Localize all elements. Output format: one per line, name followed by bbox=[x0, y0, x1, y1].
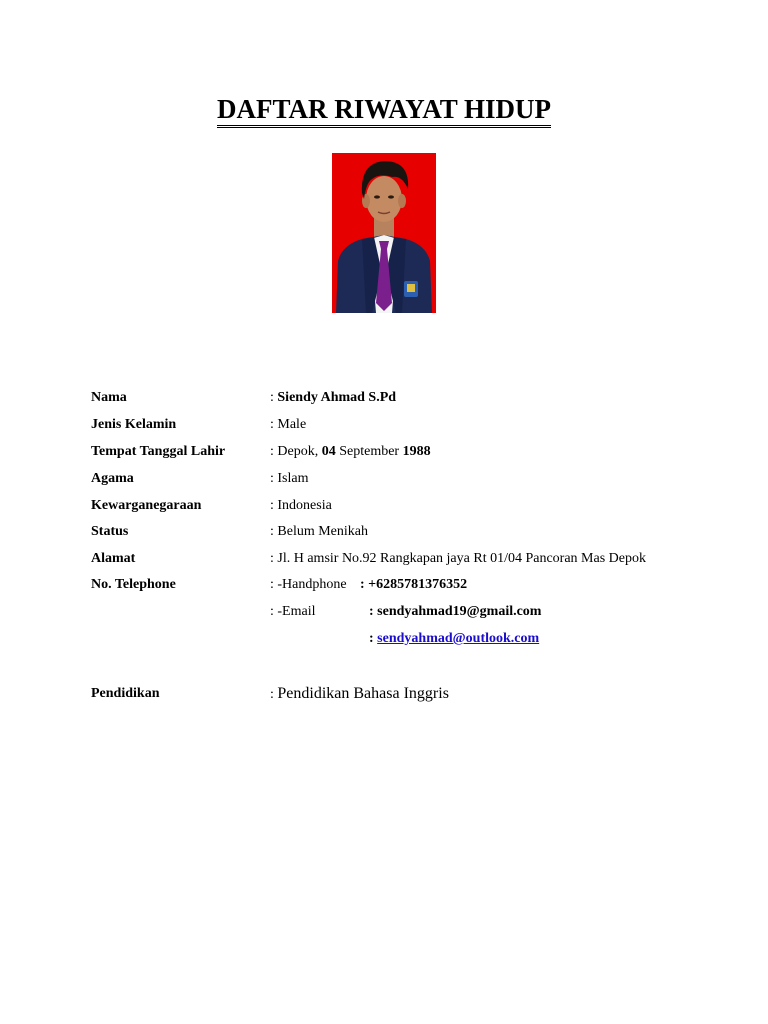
field-alamat bbox=[0, 548, 768, 570]
field-handphone-label-wrap bbox=[270, 574, 347, 596]
document-title-text: DAFTAR RIWAYAT HIDUP bbox=[217, 94, 551, 128]
field-email-2-wrap bbox=[369, 628, 539, 650]
colon: : bbox=[270, 417, 274, 432]
colon: : bbox=[270, 498, 274, 513]
colon: : bbox=[270, 524, 274, 539]
field-jenis-kelamin-label: Jenis Kelamin bbox=[91, 417, 177, 432]
field-email bbox=[0, 601, 768, 623]
field-nama bbox=[0, 387, 768, 409]
field-alamat-value-wrap bbox=[270, 548, 646, 570]
field-telephone-label: No. Telephone bbox=[91, 577, 176, 592]
field-status-value: Belum Menikah bbox=[277, 524, 368, 539]
field-email-1-value: : sendyahmad19@gmail.com bbox=[369, 604, 542, 619]
field-jenis-kelamin bbox=[0, 414, 768, 436]
field-agama-value-wrap bbox=[270, 468, 309, 490]
colon: : bbox=[270, 390, 274, 405]
field-alamat-label: Alamat bbox=[91, 551, 136, 566]
colon: : bbox=[270, 471, 274, 486]
field-handphone-value: : +6285781376352 bbox=[360, 577, 468, 592]
email-2-link[interactable]: sendyahmad@outlook.com bbox=[377, 631, 540, 646]
profile-photo bbox=[332, 153, 436, 313]
field-status bbox=[0, 521, 768, 543]
field-pendidikan-value: Pendidikan Bahasa Inggris bbox=[277, 685, 449, 702]
field-email-2 bbox=[0, 628, 768, 650]
field-ttl-month: September bbox=[339, 444, 400, 459]
field-pendidikan bbox=[0, 683, 768, 705]
field-kewarganegaraan bbox=[0, 495, 768, 517]
field-ttl-label: Tempat Tanggal Lahir bbox=[91, 444, 226, 459]
field-jenis-kelamin-value-wrap bbox=[270, 414, 306, 436]
field-nama-value: Siendy Ahmad S.Pd bbox=[277, 390, 397, 405]
field-pendidikan-label: Pendidikan bbox=[91, 686, 160, 701]
field-agama bbox=[0, 468, 768, 490]
field-kewarganegaraan-value: Indonesia bbox=[277, 498, 332, 513]
field-agama-value: Islam bbox=[277, 471, 309, 486]
field-ttl-day: 04 bbox=[321, 444, 336, 459]
document-title bbox=[0, 92, 768, 128]
field-ttl-value-wrap bbox=[270, 441, 431, 463]
field-agama-label: Agama bbox=[91, 471, 134, 486]
field-pendidikan-value-wrap bbox=[270, 683, 449, 706]
field-ttl-place: Depok, bbox=[277, 444, 319, 459]
field-status-value-wrap bbox=[270, 521, 368, 543]
field-jenis-kelamin-value: Male bbox=[277, 417, 307, 432]
field-ttl bbox=[0, 441, 768, 463]
field-ttl-year: 1988 bbox=[402, 444, 431, 459]
field-telephone bbox=[0, 574, 768, 596]
colon: : bbox=[270, 604, 274, 619]
portrait-photo-icon bbox=[332, 153, 436, 313]
field-email-label-wrap bbox=[270, 601, 316, 623]
field-kewarganegaraan-value-wrap bbox=[270, 495, 332, 517]
field-handphone-label: -Handphone bbox=[277, 577, 347, 592]
colon: : bbox=[369, 631, 374, 646]
colon: : bbox=[270, 444, 274, 459]
field-kewarganegaraan-label: Kewarganegaraan bbox=[91, 498, 202, 513]
field-status-label: Status bbox=[91, 524, 129, 539]
colon: : bbox=[270, 577, 274, 592]
colon: : bbox=[270, 687, 274, 702]
field-nama-value-wrap bbox=[270, 387, 396, 409]
field-alamat-value: Jl. H amsir No.92 Rangkapan jaya Rt 01/04 Pancoran Mas Depok bbox=[277, 551, 646, 566]
field-email-label: -Email bbox=[277, 604, 316, 619]
field-nama-label: Nama bbox=[91, 390, 127, 405]
colon: : bbox=[270, 551, 274, 566]
